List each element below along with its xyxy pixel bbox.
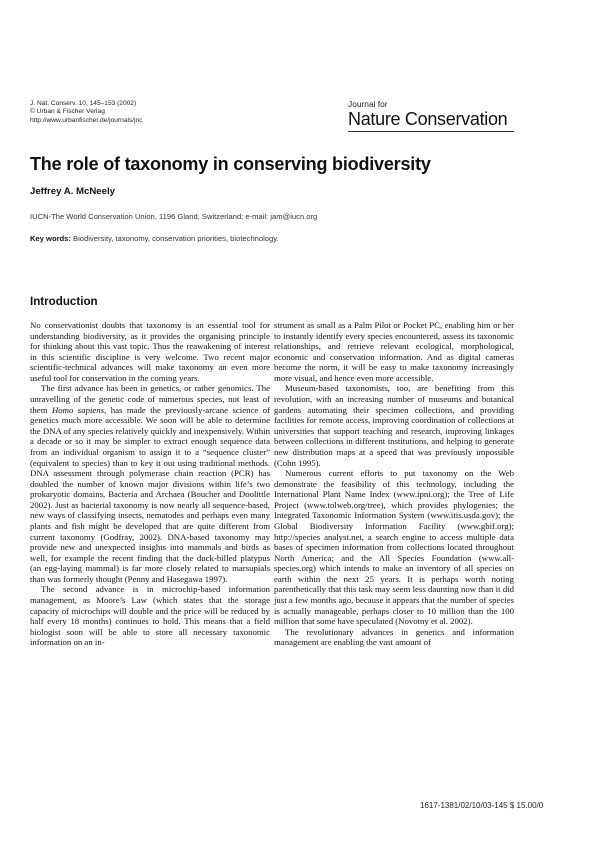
keywords-line [30,234,279,243]
citation-url[interactable]: http://www.urbanfischer.de/journals/jnc [30,116,143,124]
paragraph: The revolutionary advances in genetics and information management are enabling the vast amount of [274,626,514,648]
masthead-divider [348,131,514,132]
body-column-right [274,320,514,648]
journal-name: Nature Conservation [348,109,508,129]
paragraph: The second advance is in microchip-based information management, as Moore’s Law (which states that the storage capacity of microchips will double and the price will be reduced by half every 18 months) continues to hold. This means that a field biologist soon will be able to store all necessary taxonomic information on an in- [30,584,270,648]
paragraph: Numerous current efforts to put taxonomy on the Web demonstrate the feasibility of this technology, including the International Plant Name Index (www.ipni.org); the Tree of Life Project (www.tolweb.org/tree), which provides phylogenies; the Integrated Taxonomic Information System (www.itis.usda.gov); the Global Biodiversity Information Facility (www.gbif.org); http://species analyst.net, a search engine to access multiple data bases of specimen information from collections located throughout North America; and the All Species Foundation (www.all-species.org) which intends to make an inventory of all species on earth within the next 25 years. It is perhaps worth noting parenthetically that this task may seem less daunting now than it did just a few months ago, because it appears that the number of species is actually manageable, perhaps closer to 10 million than the 100 million that some have speculated (Novotny et al. 2002). [274,468,514,627]
keywords-label: Key words: [30,234,71,243]
paragraph: The first advance has been in genetics, or rather genomics. The unravelling of the genetic code of numerous species, not least of them Homo sapiens, has made the previously-arcane science of genetics much more accessible. We soon will be able to determine the DNA of any species relatively quickly and inexpensively. Within a decade or so it may be simpler to extract enough sequence data from an individual organism to assign it to a “sequence cluster” (equivalent to species) than to key it out using traditional methods. DNA assessment through polymerase chain reaction (PCR) has doubled the number of known major divisions within life’s two prokaryotic domains, Bacteria and Archaea (Boucher and Doolittle 2002). Just as bacterial taxonomy is now nearly all sequence-based, new ways of classifying insects, nematodes and perhaps even many plants and fish might be developed that are quite different from current taxonomy (Godfray, 2002). DNA-based taxonomy may provide new and unexpected insights into mammals and birds as well, for example the recent finding that the duck-billed platypus (an egg-laying mammal) is far more closely related to marsupials than was formerly thought (Penny and Hasegawa 1997). [30,383,271,584]
citation-journal-volume: J. Nat. Conserv. 10, 145–153 (2002) [30,100,137,107]
footer-issn-code: 1617-1381/02/10/03-145 $ 15.00/0 [420,801,544,810]
journal-for-label: Journal for [348,99,388,109]
article-title: The role of taxonomy in conserving biodiversity [30,154,431,174]
keywords-list: Biodiversity, taxonomy, conservation priorities, biotechnology. [70,234,279,243]
citation-publisher: © Urban & Fischer Verlag [30,108,105,116]
body-column-left [30,320,270,648]
paragraph: No conservationist doubts that taxonomy is an essential tool for understanding biodiversity, as it provides the organising principle for thinking about this vast topic. Thus the reawakening of interest in this scientific discipline is very welcome. Two recent major scientific-technical advances will make taxonomy an even more useful tool for conservation in the coming years. [30,320,270,383]
paragraph: Museum-based taxonomists, too, are benefiting from this revolution, with an increasing number of museums and botanical gardens automating their specimen collections, and providing facilities for remote access, improving coordination of collections at universities that support teaching and research, improving linkages between collections in different institutions, and helping to generate new distribution maps at a speed that was previously impossible (Cohn 1995). [274,383,514,468]
section-heading-introduction: Introduction [30,295,98,308]
journal-masthead [348,100,514,129]
article-author: Jeffrey A. McNeely [30,186,115,197]
paragraph-continued: strument as small as a Palm Pilot or Pocket PC, enabling him or her to instantly identify every species encountered, assess its taxonomic relationships, and retrieve relevant ecological, morphological, economic and conservation information. And as digital cameras become the norm, it will be easy to make taxonomy increasingly more visual, and hence even more accessible. [274,320,514,383]
citation-block [30,100,143,125]
author-affiliation: IUCN-The World Conservation Union, 1196 Gland, Switzerland; e-mail: jam@iucn.org [30,212,318,221]
